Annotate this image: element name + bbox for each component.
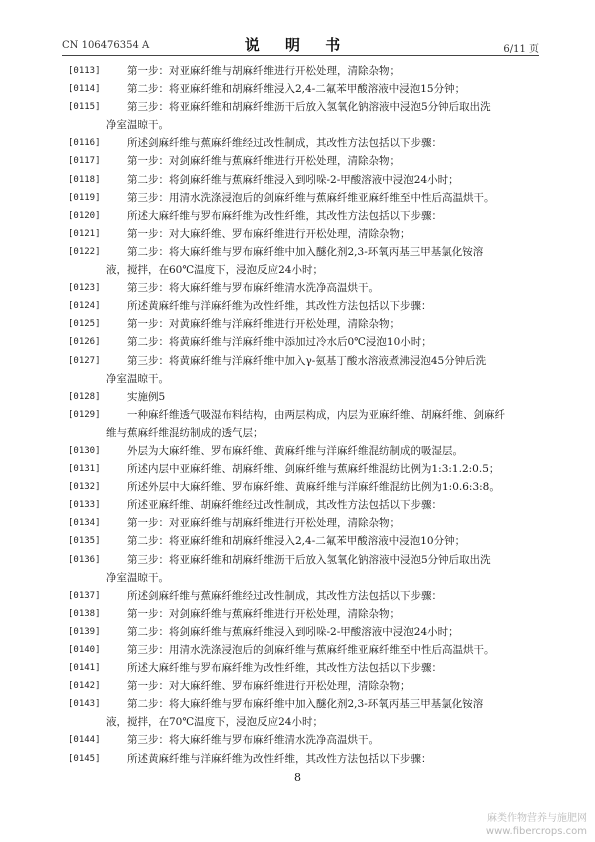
paragraph bbox=[68, 388, 540, 406]
paragraph-text bbox=[106, 514, 540, 532]
paragraph-text bbox=[106, 623, 540, 641]
paragraph-line: 所述剑麻纤维与蕉麻纤维经过改性制成，其改性方法包括以下步骤： bbox=[127, 137, 442, 150]
paragraph-number: [0120] bbox=[68, 210, 101, 221]
paragraph-number: [0134] bbox=[68, 518, 101, 529]
paragraph bbox=[68, 514, 540, 532]
paragraph-number: [0141] bbox=[68, 663, 101, 674]
paragraph bbox=[68, 587, 540, 605]
paragraph-text bbox=[106, 677, 540, 695]
paragraph-text bbox=[106, 189, 540, 207]
paragraph-text bbox=[106, 62, 540, 80]
paragraph-text bbox=[106, 605, 540, 623]
paragraph-number: [0128] bbox=[68, 391, 101, 402]
paragraph bbox=[68, 478, 540, 496]
paragraph-line: 所述大麻纤维与罗布麻纤维为改性纤维，其改性方法包括以下步骤： bbox=[127, 662, 442, 675]
paragraph-text bbox=[106, 659, 540, 677]
paragraph bbox=[68, 406, 540, 442]
paragraph-number: [0122] bbox=[68, 246, 101, 257]
paragraph-text bbox=[106, 315, 540, 333]
paragraph-number: [0114] bbox=[68, 84, 101, 95]
paragraph bbox=[68, 152, 540, 170]
paragraph-line: 外层为大麻纤维、罗布麻纤维、黄麻纤维与洋麻纤维混纺制成的吸湿层。 bbox=[127, 444, 463, 457]
paragraph-number: [0138] bbox=[68, 608, 101, 619]
page-indicator: 6/11 页 bbox=[503, 44, 539, 55]
paragraph-number: [0121] bbox=[68, 228, 101, 239]
paragraph bbox=[68, 460, 540, 478]
paragraph bbox=[68, 677, 540, 695]
paragraph-text bbox=[106, 695, 540, 731]
paragraph-line: 第一步：对剑麻纤维与蕉麻纤维进行开松处理，清除杂物； bbox=[127, 607, 400, 620]
paragraph-text bbox=[106, 225, 540, 243]
paragraph-text bbox=[106, 388, 540, 406]
paragraph bbox=[68, 297, 540, 315]
paragraph-text bbox=[106, 333, 540, 351]
paragraph-number: [0137] bbox=[68, 590, 101, 601]
paragraph bbox=[68, 207, 540, 225]
paragraph-line: 第三步：将大麻纤维与罗布麻纤维清水洗净高温烘干。 bbox=[127, 734, 379, 747]
paragraph-line: 第三步：用清水洗涤浸泡后的剑麻纤维与蕉麻纤维亚麻纤维至中性后高温烘干。 bbox=[127, 644, 495, 656]
paragraph-line: 所述亚麻纤维、胡麻纤维经过改性制成，其改性方法包括以下步骤： bbox=[127, 499, 442, 512]
paragraph-line: 液，搅拌，在60℃温度下，浸泡反应24小时； bbox=[106, 264, 323, 277]
paragraph-number: [0135] bbox=[68, 536, 101, 547]
paragraph-line: 第二步：将亚麻纤维和胡麻纤维浸入2,4-二氟苯甲酸溶液中浸泡10分钟； bbox=[127, 535, 466, 548]
paragraph-line: 所述黄麻纤维与洋麻纤维为改性纤维，其改性方法包括以下步骤： bbox=[127, 752, 432, 765]
paragraph bbox=[68, 279, 540, 297]
paragraph-line: 第一步：对亚麻纤维与胡麻纤维进行开松处理，清除杂物； bbox=[127, 517, 400, 530]
paragraph bbox=[68, 333, 540, 351]
paragraph-number: [0129] bbox=[68, 409, 101, 420]
paragraph bbox=[68, 315, 540, 333]
paragraph-number: [0133] bbox=[68, 500, 101, 511]
paragraph-text bbox=[106, 171, 540, 189]
watermark-url: www.fibercrops.com bbox=[485, 826, 587, 837]
paragraph-number: [0119] bbox=[68, 192, 101, 203]
paragraph-line: 第二步：将亚麻纤维和胡麻纤维浸入2,4-二氟苯甲酸溶液中浸泡15分钟； bbox=[127, 83, 466, 96]
paragraph-line: 一种麻纤维透气吸湿布料结构，由两层构成，内层为亚麻纤维、胡麻纤维、剑麻纤 bbox=[127, 408, 505, 421]
paragraph bbox=[68, 225, 540, 243]
paragraph-number: [0118] bbox=[68, 174, 101, 185]
paragraph-line: 净室温晾干。 bbox=[106, 571, 169, 584]
paragraph-text bbox=[106, 478, 540, 496]
document-body bbox=[68, 62, 540, 768]
paragraph-line: 维与蕉麻纤维混纺制成的透气层； bbox=[106, 426, 264, 439]
paragraph-number: [0139] bbox=[68, 626, 101, 637]
paragraph-line: 第三步：将亚麻纤维和胡麻纤维沥干后放入氢氧化钠溶液中浸泡5分钟后取出洗 bbox=[127, 101, 491, 114]
paragraph-line: 第三步：将黄麻纤维与洋麻纤维中加入γ-氨基丁酸水溶液煮沸浸泡45分钟后洗 bbox=[127, 354, 487, 367]
paragraph bbox=[68, 641, 540, 659]
paragraph-text bbox=[106, 134, 540, 152]
paragraph bbox=[68, 605, 540, 623]
paragraph bbox=[68, 623, 540, 641]
paragraph bbox=[68, 189, 540, 207]
paragraph bbox=[68, 98, 540, 134]
paragraph bbox=[68, 62, 540, 80]
paragraph-number: [0140] bbox=[68, 645, 101, 655]
paragraph-text bbox=[106, 98, 540, 134]
paragraph bbox=[68, 659, 540, 677]
paragraph bbox=[68, 134, 540, 152]
paragraph bbox=[68, 551, 540, 587]
paragraph-line: 所述内层中亚麻纤维、胡麻纤维、剑麻纤维与蕉麻纤维混纺比例为1:3:1.2:0.5； bbox=[127, 463, 500, 476]
paragraph bbox=[68, 532, 540, 550]
paragraph-text bbox=[106, 641, 540, 659]
paragraph-text bbox=[106, 496, 540, 514]
paragraph-text bbox=[106, 587, 540, 605]
header-divider bbox=[62, 55, 539, 56]
paragraph-line: 第三步：用清水洗涤浸泡后的剑麻纤维与蕉麻纤维亚麻纤维至中性后高温烘干。 bbox=[127, 191, 495, 204]
paragraph-number: [0123] bbox=[68, 283, 101, 294]
paragraph-text bbox=[106, 279, 540, 297]
paragraph-text bbox=[106, 731, 540, 749]
paragraph-number: [0131] bbox=[68, 464, 101, 475]
paragraph-line: 实施例5 bbox=[127, 390, 166, 403]
paragraph-line: 所述剑麻纤维与蕉麻纤维经过改性制成，其改性方法包括以下步骤： bbox=[127, 589, 442, 602]
paragraph-number: [0130] bbox=[68, 445, 101, 456]
paragraph-number: [0116] bbox=[68, 138, 101, 149]
paragraph-line: 第二步：将大麻纤维与罗布麻纤维中加入醚化剂2,3-环氧丙基三甲基氯化铵溶 bbox=[127, 245, 484, 258]
paragraph bbox=[68, 731, 540, 749]
patent-number: CN 106476354 A bbox=[62, 40, 150, 51]
paragraph-number: [0125] bbox=[68, 319, 101, 330]
paragraph bbox=[68, 352, 540, 388]
paragraph-line: 第二步：将黄麻纤维与洋麻纤维中添加过冷水后0℃浸泡10小时； bbox=[127, 336, 432, 349]
paragraph-line: 净室温晾干。 bbox=[106, 119, 169, 132]
paragraph-line: 第一步：对剑麻纤维与蕉麻纤维进行开松处理，清除杂物； bbox=[127, 155, 400, 168]
watermark bbox=[486, 812, 587, 838]
paragraph-number: [0126] bbox=[68, 337, 101, 348]
paragraph-number: [0113] bbox=[68, 66, 101, 76]
paragraph-line: 所述大麻纤维与罗布麻纤维为改性纤维，其改性方法包括以下步骤： bbox=[127, 209, 442, 222]
paragraph-text bbox=[106, 152, 540, 170]
paragraph-text bbox=[106, 442, 540, 460]
document-title: 说 明 书 bbox=[244, 36, 351, 54]
watermark-site-name: 麻类作物营养与施肥网 bbox=[487, 813, 587, 824]
paragraph-line: 净室温晾干。 bbox=[106, 372, 169, 385]
paragraph-line: 第二步：将剑麻纤维与蕉麻纤维浸入到吲哚-2-甲酸溶液中浸泡24小时； bbox=[127, 173, 459, 186]
paragraph-line: 第三步：将大麻纤维与罗布麻纤维清水洗净高温烘干。 bbox=[127, 282, 379, 295]
paragraph-text bbox=[106, 532, 540, 550]
paragraph-line: 第二步：将剑麻纤维与蕉麻纤维浸入到吲哚-2-甲酸溶液中浸泡24小时； bbox=[127, 625, 459, 638]
paragraph-number: [0142] bbox=[68, 681, 101, 692]
paragraph bbox=[68, 442, 540, 460]
page-number: 8 bbox=[294, 771, 301, 784]
paragraph bbox=[68, 171, 540, 189]
paragraph-number: [0124] bbox=[68, 301, 101, 312]
paragraph-line: 液，搅拌，在70℃温度下，浸泡反应24小时； bbox=[106, 716, 323, 729]
paragraph bbox=[68, 496, 540, 514]
paragraph-number: [0145] bbox=[68, 753, 101, 764]
paragraph-number: [0117] bbox=[68, 156, 101, 167]
paragraph-line: 第三步：将亚麻纤维和胡麻纤维沥干后放入氢氧化钠溶液中浸泡5分钟后取出洗 bbox=[127, 553, 491, 566]
paragraph bbox=[68, 695, 540, 731]
paragraph-line: 第一步：对亚麻纤维与胡麻纤维进行开松处理，清除杂物； bbox=[127, 65, 400, 77]
paragraph-line: 第一步：对大麻纤维、罗布麻纤维进行开松处理，清除杂物； bbox=[127, 680, 411, 693]
paragraph-number: [0127] bbox=[68, 355, 101, 366]
paragraph bbox=[68, 750, 540, 768]
paragraph-text bbox=[106, 207, 540, 225]
paragraph-text bbox=[106, 243, 540, 279]
paragraph-line: 第一步：对大麻纤维、罗布麻纤维进行开松处理，清除杂物； bbox=[127, 227, 411, 240]
paragraph-number: [0143] bbox=[68, 699, 101, 710]
paragraph-line: 第二步：将大麻纤维与罗布麻纤维中加入醚化剂2,3-环氧丙基三甲基氯化铵溶 bbox=[127, 698, 484, 711]
paragraph-line: 所述外层中大麻纤维、罗布麻纤维、黄麻纤维与洋麻纤维混纺比例为1:0.6:3:8。 bbox=[127, 481, 500, 494]
paragraph-number: [0115] bbox=[68, 102, 101, 113]
paragraph-number: [0136] bbox=[68, 554, 101, 565]
paragraph-number: [0144] bbox=[68, 735, 101, 746]
paragraph bbox=[68, 80, 540, 98]
paragraph-line: 第一步：对黄麻纤维与洋麻纤维进行开松处理，清除杂物； bbox=[127, 318, 400, 331]
paragraph-text bbox=[106, 80, 540, 98]
paragraph-text bbox=[106, 551, 540, 587]
paragraph-text bbox=[106, 750, 540, 768]
paragraph-text bbox=[106, 460, 540, 478]
paragraph-text bbox=[106, 352, 540, 388]
paragraph-text bbox=[106, 297, 540, 315]
paragraph bbox=[68, 243, 540, 279]
paragraph-text bbox=[106, 406, 540, 442]
paragraph-number: [0132] bbox=[68, 482, 101, 493]
paragraph-line: 所述黄麻纤维与洋麻纤维为改性纤维，其改性方法包括以下步骤： bbox=[127, 300, 432, 313]
